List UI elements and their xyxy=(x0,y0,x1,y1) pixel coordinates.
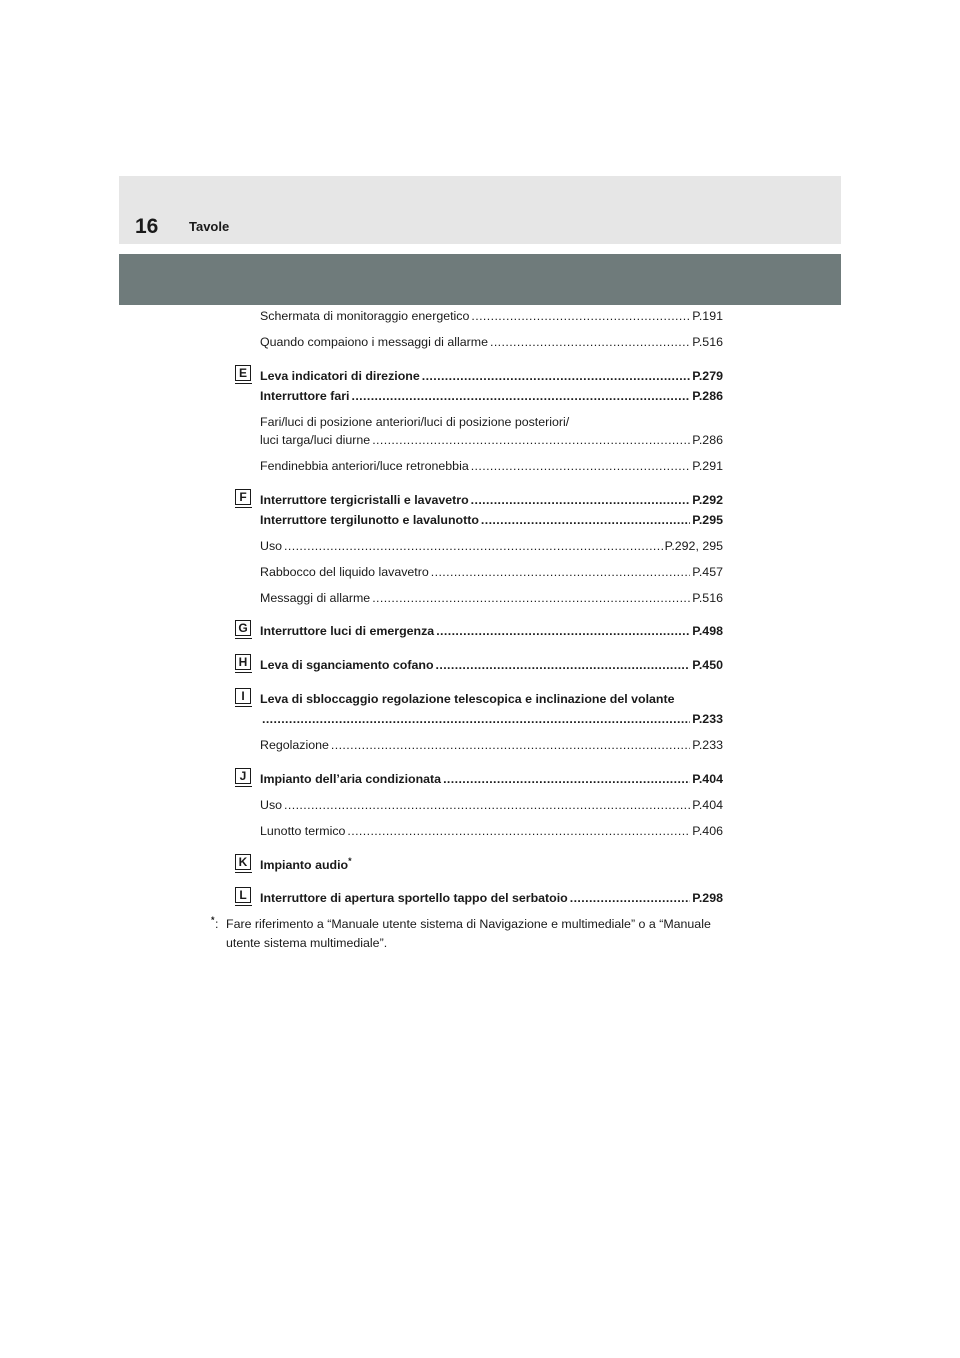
toc-entry-lights-line1: Fari/luci di posizione anteriori/luci di posizione posteriori/ xyxy=(260,415,570,429)
section-badge-j: J xyxy=(235,768,251,784)
toc-entry-ac-use[interactable]: Uso ..... P.404 xyxy=(260,798,723,813)
toc-entry-steering-adjustment[interactable]: Regolazione ..... P.233 xyxy=(260,738,723,753)
toc-entry-hood-lever[interactable]: Leva di sganciamento cofano ..... P.450 xyxy=(260,658,723,673)
toc-entry-rear-wiper-switch[interactable]: Interruttore tergilunotto e lavalunotto ..... P.295 xyxy=(260,513,723,528)
toc-entry-steering-lever[interactable]: ..... P.233 xyxy=(260,712,723,727)
footnote-reference: * xyxy=(348,855,352,866)
toc-entry-air-conditioning[interactable]: Impianto dell’aria condizionata ..... P.404 xyxy=(260,772,723,787)
toc-entry-wiper-warnings[interactable]: Messaggi di allarme ..... P.516 xyxy=(260,591,723,606)
toc-entry-energy-monitor[interactable]: Schermata di monitoraggio energetico ..... P.191 xyxy=(260,309,723,324)
section-badge-f: F xyxy=(235,489,251,505)
footnote xyxy=(211,915,741,953)
toc-entry-warning-messages[interactable]: Quando compaiono i messaggi di allarme ..... P.516 xyxy=(260,335,723,350)
page-number: 16 xyxy=(135,215,159,238)
section-badge-l: L xyxy=(235,887,251,903)
section-badge-e: E xyxy=(235,365,251,381)
toc-entry-wiper-switch[interactable]: Interruttore tergicristalli e lavavetro ..... P.292 xyxy=(260,493,723,508)
toc-entry-rear-defogger[interactable]: Lunotto termico ..... P.406 xyxy=(260,824,723,839)
toc-entry-wiper-use[interactable]: Uso ..... P.292, 295 xyxy=(260,539,723,554)
section-badge-g: G xyxy=(235,620,251,636)
toc-entry-headlight-switch[interactable]: Interruttore fari ..... P.286 xyxy=(260,389,723,404)
toc-entry-audio-system[interactable]: Impianto audio* xyxy=(260,855,352,872)
toc-entry-hazard-switch[interactable]: Interruttore luci di emergenza ..... P.498 xyxy=(260,624,723,639)
toc-entry-lights[interactable]: luci targa/luci diurne ..... P.286 xyxy=(260,433,723,448)
section-title: Tavole xyxy=(189,219,230,234)
toc-entry-turn-signal-lever[interactable]: Leva indicatori di direzione ..... P.279 xyxy=(260,369,723,384)
section-badge-k: K xyxy=(235,854,251,870)
footnote-mark: * xyxy=(211,915,215,925)
footnote-separator: : xyxy=(215,917,219,931)
footnote-text: Fare riferimento a “Manuale utente sistema di Navigazione e multimediale” o a “Manuale utente sistema multimediale”. xyxy=(226,917,711,950)
section-badge-i: I xyxy=(235,688,251,704)
page-header xyxy=(119,176,841,244)
toc-entry-steering-lever-line1: Leva di sbloccaggio regolazione telescopica e inclinazione del volante xyxy=(260,692,675,706)
toc-entry-fuel-door-switch[interactable]: Interruttore di apertura sportello tappo del serbatoio ..... P.298 xyxy=(260,891,723,906)
header-band-dark xyxy=(119,254,841,305)
section-badge-h: H xyxy=(235,654,251,670)
toc-entry-fog-lights[interactable]: Fendinebbia anteriori/luce retronebbia ..... P.291 xyxy=(260,459,723,474)
toc-entry-washer-fluid[interactable]: Rabbocco del liquido lavavetro ..... P.457 xyxy=(260,565,723,580)
